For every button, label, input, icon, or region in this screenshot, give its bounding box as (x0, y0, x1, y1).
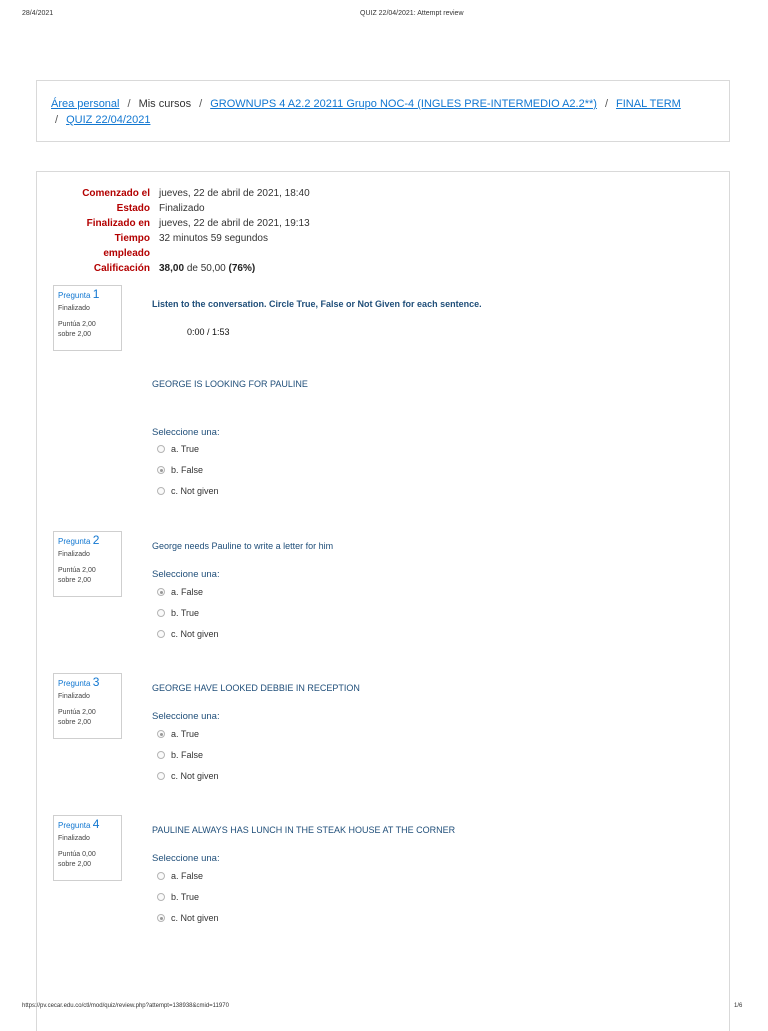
answer-option-label: b. False (171, 465, 204, 475)
print-page-number: 1/6 (734, 1003, 743, 1009)
question-prefix: Pregunta (58, 679, 91, 688)
started-label: Comenzado el (82, 188, 150, 199)
radio-button[interactable] (157, 772, 165, 780)
select-prompt: Seleccione una: (152, 427, 220, 438)
radio-button-selected[interactable] (157, 588, 165, 596)
select-prompt: Seleccione una: (152, 711, 220, 722)
grade-label: Calificación (93, 263, 150, 274)
question-grade-line1: Puntúa 2,00 (58, 321, 96, 328)
time-label (37, 231, 150, 261)
question-number-value: 1 (92, 287, 100, 301)
quiz-review (36, 171, 730, 1031)
answer-option[interactable] (157, 486, 219, 496)
question-info (53, 673, 122, 739)
time-label-line1: Tiempo (114, 233, 150, 244)
question-grade (58, 566, 117, 586)
question-number-value: 2 (92, 533, 100, 547)
breadcrumb-separator: / (127, 98, 131, 110)
question-prefix: Pregunta (58, 537, 91, 546)
question-grade-line2: sobre 2,00 (58, 577, 92, 584)
question-state: Finalizado (58, 693, 90, 700)
answer-option-label: a. False (171, 871, 204, 881)
question-prefix: Pregunta (58, 821, 91, 830)
radio-button[interactable] (157, 893, 165, 901)
question-grade (58, 708, 117, 728)
breadcrumb-home-link[interactable]: Área personal (51, 98, 120, 110)
radio-button[interactable] (157, 751, 165, 759)
answer-option[interactable] (157, 750, 203, 760)
finished-label: Finalizado en (86, 218, 150, 229)
radio-button[interactable] (157, 630, 165, 638)
question-number (58, 535, 117, 547)
print-date: 28/4/2021 (22, 10, 54, 17)
attempt-summary (37, 186, 310, 276)
breadcrumb-separator: / (55, 114, 59, 126)
radio-button-selected[interactable] (157, 466, 165, 474)
question-grade (58, 850, 117, 870)
question-grade-line1: Puntúa 2,00 (58, 567, 96, 574)
breadcrumb-section-link[interactable]: FINAL TERM (616, 98, 681, 110)
answer-option[interactable] (157, 771, 219, 781)
answer-option-label: c. Not given (171, 486, 219, 496)
question-number (58, 289, 117, 301)
grade-value (159, 261, 255, 276)
question-number-value: 3 (92, 675, 100, 689)
question-text: PAULINE ALWAYS HAS LUNCH IN THE STEAK HOUSE AT THE CORNER (152, 825, 456, 835)
question-prefix: Pregunta (58, 291, 91, 300)
radio-button-selected[interactable] (157, 730, 165, 738)
question-grade-line2: sobre 2,00 (58, 331, 92, 338)
question-text: George needs Pauline to write a letter for him (152, 541, 334, 551)
breadcrumb-separator: / (199, 98, 203, 110)
answer-option[interactable] (157, 587, 203, 597)
answer-option-label: a. False (171, 587, 204, 597)
answer-option-label: b. False (171, 750, 204, 760)
answer-option[interactable] (157, 608, 199, 618)
question-state: Finalizado (58, 551, 90, 558)
answer-option-label: c. Not given (171, 771, 219, 781)
answer-option[interactable] (157, 629, 219, 639)
question-instruction: Listen to the conversation. Circle True, False or Not Given for each sentence. (152, 299, 482, 309)
answer-option-label: b. True (171, 892, 200, 902)
print-url: https://pv.cecar.edu.co/ctl/mod/quiz/review.php?attempt=138938&cmid=11970 (22, 1003, 229, 1009)
select-prompt: Seleccione una: (152, 569, 220, 580)
breadcrumb (36, 80, 730, 142)
radio-button[interactable] (157, 609, 165, 617)
started-value: jueves, 22 de abril de 2021, 18:40 (159, 188, 310, 199)
question-grade-line1: Puntúa 2,00 (58, 709, 96, 716)
answer-option[interactable] (157, 913, 219, 923)
answer-option-label: c. Not given (171, 913, 219, 923)
question-text: GEORGE IS LOOKING FOR PAULINE (152, 379, 308, 389)
question-number (58, 819, 117, 831)
audio-player-time[interactable]: 0:00 / 1:53 (187, 327, 230, 337)
answer-option[interactable] (157, 871, 203, 881)
print-title: QUIZ 22/04/2021: Attempt review (360, 10, 464, 17)
answer-option[interactable] (157, 465, 203, 475)
state-label: Estado (116, 203, 150, 214)
finished-value: jueves, 22 de abril de 2021, 19:13 (159, 218, 310, 229)
select-prompt: Seleccione una: (152, 853, 220, 864)
question-grade-line2: sobre 2,00 (58, 719, 92, 726)
time-label-line2: empleado (103, 248, 150, 259)
breadcrumb-courses: Mis cursos (138, 98, 192, 110)
breadcrumb-course-link[interactable]: GROWNUPS 4 A2.2 20211 Grupo NOC-4 (INGLES PRE-INTERMEDIO A2.2**) (210, 98, 597, 110)
breadcrumb-separator: / (604, 98, 609, 110)
question-grade-line2: sobre 2,00 (58, 861, 92, 868)
grade-percent: (76%) (228, 263, 256, 274)
grade-score: 38,00 (159, 263, 185, 274)
question-state: Finalizado (58, 835, 90, 842)
question-grade-line1: Puntúa 0,00 (58, 851, 96, 858)
question-info (53, 285, 122, 351)
question-grade (58, 320, 117, 340)
radio-button[interactable] (157, 872, 165, 880)
answer-option-label: a. True (171, 729, 200, 739)
answer-option-label: b. True (171, 608, 200, 618)
question-info (53, 531, 122, 597)
grade-total: de 50,00 (186, 263, 226, 274)
answer-option-label: a. True (171, 444, 200, 454)
radio-button[interactable] (157, 487, 165, 495)
answer-option-label: c. Not given (171, 629, 219, 639)
question-text: GEORGE HAVE LOOKED DEBBIE IN RECEPTION (152, 683, 360, 693)
question-number-value: 4 (92, 817, 100, 831)
question-info (53, 815, 122, 881)
time-value: 32 minutos 59 segundos (159, 233, 268, 244)
answer-option[interactable] (157, 729, 199, 739)
radio-button-selected[interactable] (157, 914, 165, 922)
answer-option[interactable] (157, 444, 199, 454)
radio-button[interactable] (157, 445, 165, 453)
question-number (58, 677, 117, 689)
state-value: Finalizado (159, 203, 205, 214)
question-state: Finalizado (58, 305, 90, 312)
breadcrumb-quiz-link[interactable]: QUIZ 22/04/2021 (66, 114, 151, 126)
answer-option[interactable] (157, 892, 199, 902)
